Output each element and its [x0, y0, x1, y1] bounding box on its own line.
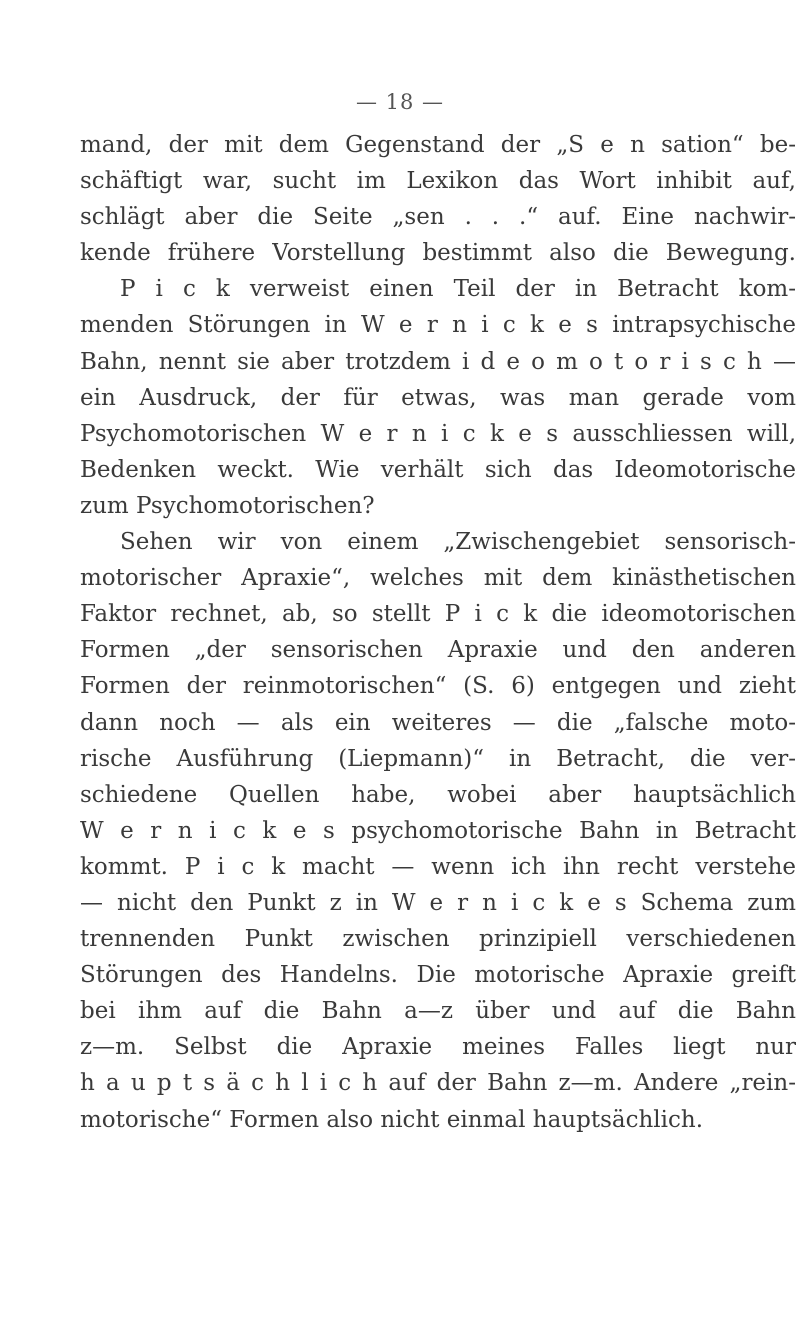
text-line: Formen „der sensorischen Apraxie und den anderen — [80, 637, 796, 664]
text-line: dann noch — als ein weiteres — die „falsche moto- — [80, 709, 796, 736]
text-line: Formen der reinmotorischen“ (S. 6) entgegen und zieht — [80, 673, 796, 700]
body-text — [80, 127, 796, 1138]
text-line: Störungen des Handelns. Die motorische Apraxie greift — [80, 962, 796, 989]
text-line: trennenden Punkt zwischen prinzipiell verschiedenen — [80, 926, 796, 953]
text-line: motorischer Apraxie“, welches mit dem kinästhetischen — [80, 565, 796, 592]
text-line: Psychomotorischen W e r n i c k e s ausschliessen will, — [80, 420, 796, 447]
text-line: Bahn, nennt sie aber trotzdem i d e o m o t o r i s c h — — [80, 348, 796, 375]
text-line: menden Störungen in W e r n i c k e s intrapsychische — [80, 312, 796, 339]
text-line: P i c k verweist einen Teil der in Betracht kom- — [120, 276, 796, 303]
text-line: W e r n i c k e s psychomotorische Bahn in Betracht — [80, 817, 796, 844]
text-line: Faktor rechnet, ab, so stellt P i c k die ideomotorischen — [80, 601, 796, 628]
text-line: rische Ausführung (Liepmann)“ in Betracht, die ver- — [80, 745, 796, 772]
text-line: mand, der mit dem Gegenstand der „S e n sation“ be- — [80, 132, 796, 158]
text-line: z—m. Selbst die Apraxie meines Falles liegt nur — [80, 1034, 796, 1061]
text-line: kende frühere Vorstellung bestimmt also die Bewegung. — [80, 240, 796, 267]
text-line: schlägt aber die Seite „sen . . .“ auf. Eine nachwir- — [80, 204, 796, 231]
text-line: schäftigt war, sucht im Lexikon das Wort inhibit auf, — [80, 168, 796, 195]
text-line: zum Psychomotorischen? — [80, 492, 375, 519]
text-line: h a u p t s ä c h l i c h auf der Bahn z—m. Andere „rein- — [80, 1070, 796, 1097]
text-line: ein Ausdruck, der für etwas, was man gerade vom — [80, 384, 796, 411]
text-line: schiedene Quellen habe, wobei aber hauptsächlich — [80, 781, 796, 808]
text-line: kommt. P i c k macht — wenn ich ihn recht verstehe — [80, 853, 796, 880]
page-number: — 18 — — [355, 90, 445, 114]
text-line: Sehen wir von einem „Zwischengebiet sensorisch- — [120, 529, 796, 556]
text-line: motorische“ Formen also nicht einmal hauptsächlich. — [80, 1106, 704, 1133]
text-line: — nicht den Punkt z in W e r n i c k e s Schema zum — [80, 889, 796, 916]
text-line: bei ihm auf die Bahn a—z über und auf die Bahn — [80, 998, 796, 1025]
text-line: Bedenken weckt. Wie verhält sich das Ideomotorische — [80, 456, 796, 483]
